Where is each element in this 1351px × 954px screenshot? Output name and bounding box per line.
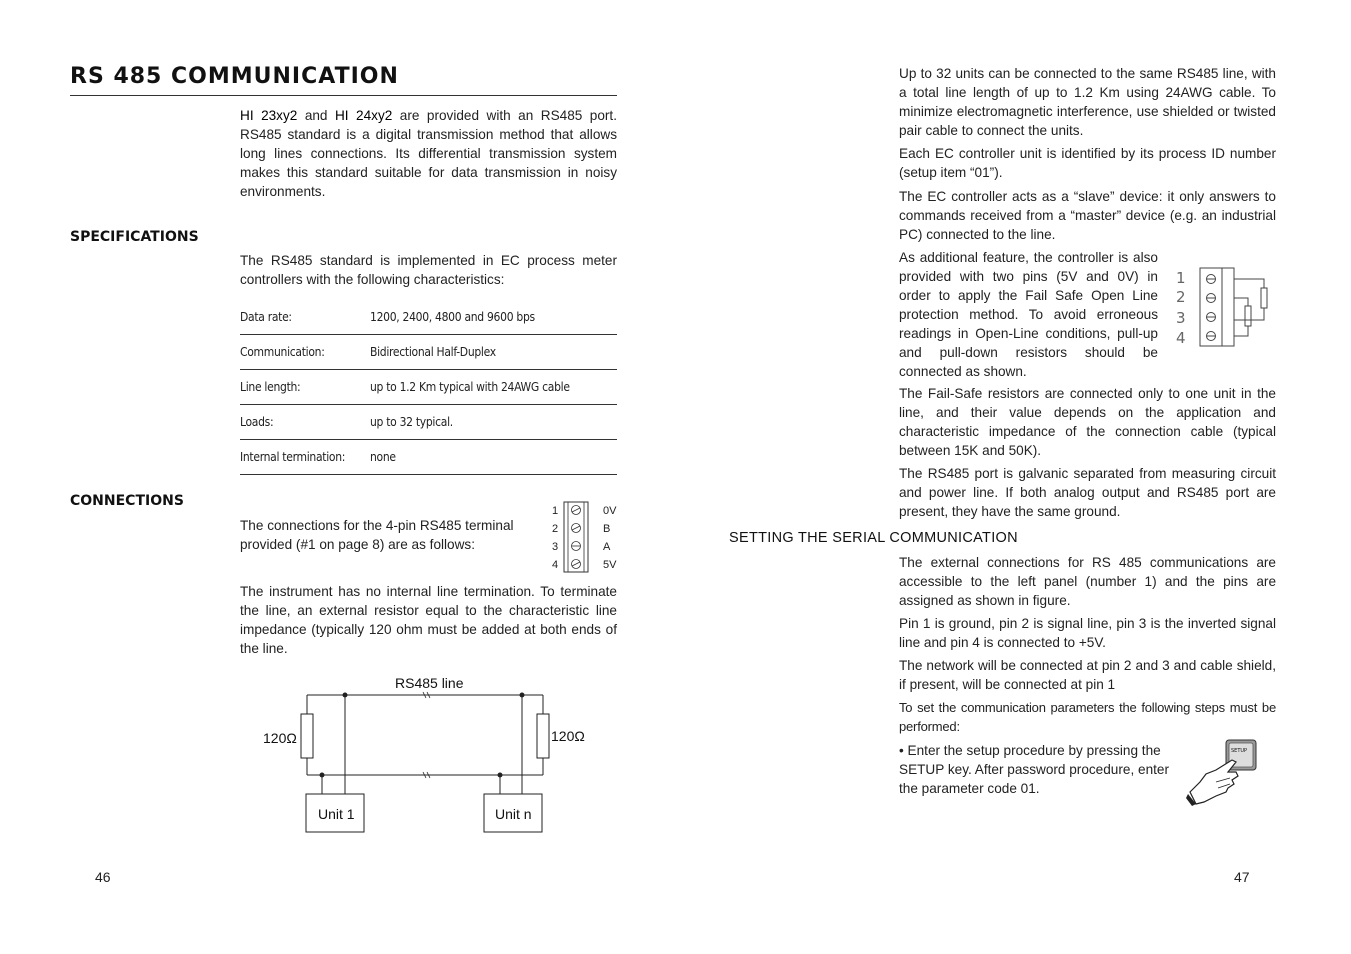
- right-paragraph-1: Up to 32 units can be connected to the same RS485 line, with a total line length of up to 1.2 Km using 24AWG cable. To minimize electromagnetic interference, use shielded or twisted pair cable to connect the units.: [899, 66, 1276, 138]
- intro-and: and: [297, 108, 335, 123]
- failsafe-pin-2: 2: [1176, 288, 1186, 306]
- terminal-block-diagram: [546, 500, 622, 574]
- right-paragraph-11: • Enter the setup procedure by pressing the SETUP key. After password procedure, enter the parameter code 01.: [899, 743, 1169, 796]
- spec-row: [240, 335, 617, 370]
- terminal-signal-b: B: [603, 523, 611, 535]
- specifications-heading: SPECIFICATIONS: [70, 229, 199, 245]
- failsafe-diagram: [1172, 264, 1276, 350]
- spec-value: none: [370, 450, 396, 464]
- spec-value: up to 32 typical.: [370, 415, 453, 429]
- right-paragraph-5: The Fail-Safe resistors are connected only to one unit in the line, and their value depends on the application and characteristic impedance of the connection cable (typical between 15K and 50K).: [899, 386, 1276, 458]
- spec-key: Internal termination:: [240, 450, 346, 464]
- page-number-right: 47: [1234, 869, 1250, 885]
- setup-key-label: SETUP: [1231, 748, 1248, 754]
- resistor-left: [301, 714, 313, 758]
- failsafe-pin-4: 4: [1176, 329, 1186, 347]
- spec-row: [240, 370, 617, 405]
- right-paragraph-9: The network will be connected at pin 2 and 3 and cable shield, if present, will be connected at pin 1: [899, 658, 1276, 692]
- unit-n-label: Unit n: [495, 806, 532, 822]
- spec-value: Bidirectional Half-Duplex: [370, 345, 496, 359]
- terminal-pin-1: 1: [552, 505, 559, 517]
- right-paragraph-6: The RS485 port is galvanic separated from measuring circuit and power line. If both analog output and RS485 port are present, they have the same ground.: [899, 466, 1276, 519]
- resistor-right: [537, 714, 549, 758]
- intro-paragraph: [240, 106, 617, 201]
- intro-text: are provided with an RS485 port. RS485 standard is a digital transmission method that allows long lines connections. Its differential transmission system makes this standard suitable for data transmission in noisy environments.: [240, 108, 617, 199]
- setting-serial-heading: SETTING THE SERIAL COMMUNICATION: [729, 530, 1018, 546]
- terminal-signal-a: A: [603, 541, 611, 553]
- connections-heading: CONNECTIONS: [70, 493, 184, 509]
- spec-key: Communication:: [240, 345, 325, 359]
- right-paragraph-8: Pin 1 is ground, pin 2 is signal line, pin 3 is the inverted signal line and pin 4 is connected to +5V.: [899, 616, 1276, 650]
- spec-row: [240, 405, 617, 440]
- right-paragraph-3: The EC controller acts as a “slave” device: it only answers to commands received from a “master” device (e.g. an industrial PC) connected to the line.: [899, 189, 1276, 242]
- pullup-resistor: [1261, 288, 1267, 308]
- resistor-left-label: 120Ω: [263, 730, 297, 746]
- model-b: HI 24xy2: [334, 108, 393, 123]
- spec-table: [240, 300, 617, 475]
- terminal-pin-3: 3: [552, 541, 559, 553]
- hand-pressing-setup-key-icon: [1186, 736, 1262, 806]
- title-rule: [70, 95, 617, 96]
- terminal-pin-4: 4: [552, 559, 559, 571]
- resistor-right-label: 120Ω: [551, 728, 585, 744]
- rs485-line-label: RS485 line: [395, 675, 464, 691]
- spec-key: Data rate:: [240, 310, 292, 324]
- unit-1-label: Unit 1: [318, 806, 355, 822]
- terminal-pin-2: 2: [552, 523, 559, 535]
- terminal-signal-5v: 5V: [603, 559, 617, 571]
- pulldown-resistor: [1245, 306, 1251, 326]
- spec-key: Line length:: [240, 380, 301, 394]
- terminal-signal-0v: 0V: [603, 505, 617, 517]
- spec-value: 1200, 2400, 4800 and 9600 bps: [370, 310, 535, 324]
- spec-row: [240, 300, 617, 335]
- page-number-left: 46: [95, 869, 111, 885]
- model-a: HI 23xy2: [240, 108, 298, 123]
- connections-text: The connections for the 4-pin RS485 terminal provided (#1 on page 8) are as follows:: [240, 518, 514, 552]
- spec-value: up to 1.2 Km typical with 24AWG cable: [370, 380, 570, 394]
- spec-row: [240, 440, 617, 475]
- right-paragraph-7: The external connections for RS 485 communications are accessible to the left panel (number 1) and the pins are assigned as shown in figure.: [899, 555, 1276, 608]
- rs485-line-diagram: [255, 670, 595, 840]
- right-paragraph-4: As additional feature, the controller is also provided with two pins (5V and 0V) in order to apply the Fail Safe Open Line protection method. To avoid erroneous readings in Open-Line conditions, pull-up and pull-down resistors should be connected as shown.: [899, 250, 1158, 379]
- spec-key: Loads:: [240, 415, 274, 429]
- termination-text: The instrument has no internal line termination. To terminate the line, an external resistor equal to the characteristic line impedance (typically 120 ohm must be added at both ends of the line.: [240, 584, 617, 656]
- right-paragraph-10: To set the communication parameters the following steps must be performed:: [899, 700, 1276, 734]
- failsafe-pin-1: 1: [1176, 269, 1186, 287]
- page-title: RS 485 COMMUNICATION: [70, 64, 399, 89]
- specifications-text: The RS485 standard is implemented in EC process meter controllers with the following characteristics:: [240, 253, 617, 287]
- failsafe-pin-3: 3: [1176, 309, 1186, 327]
- right-paragraph-2: Each EC controller unit is identified by its process ID number (setup item “01”).: [899, 146, 1276, 180]
